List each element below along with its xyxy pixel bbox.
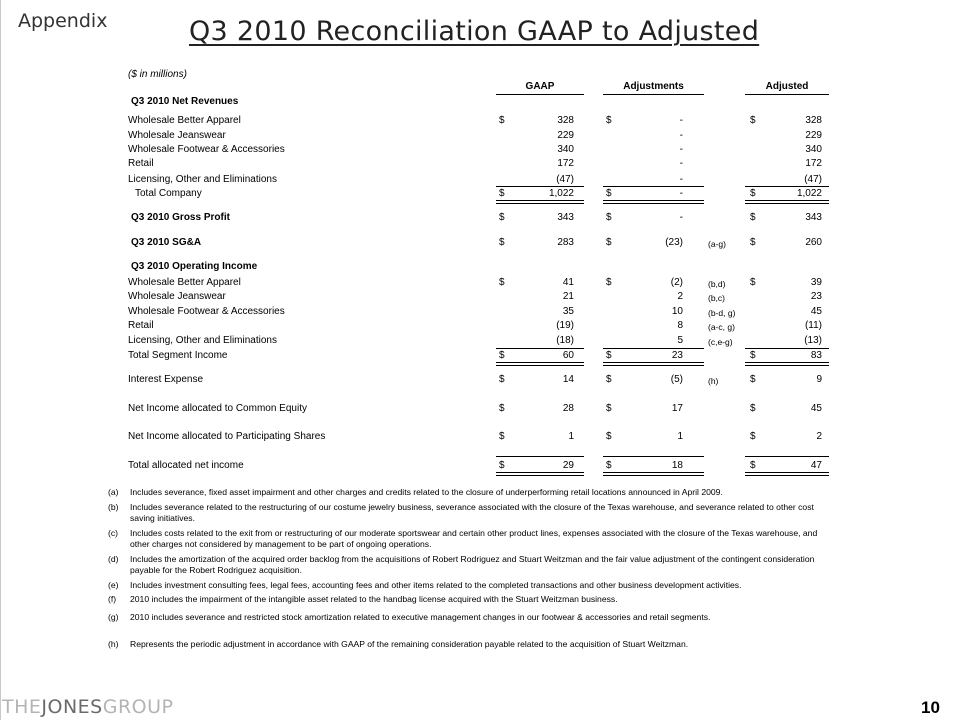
total-rule <box>603 456 704 457</box>
column-header-adjusted: Adjusted <box>745 81 829 95</box>
gaap-value: 60 <box>562 350 574 361</box>
adjustment-value: 23 <box>671 350 683 361</box>
company-logo <box>2 696 174 718</box>
footnote-label: (a) <box>108 487 119 497</box>
total-rule <box>496 348 584 349</box>
row-label-interest-expense: Interest Expense <box>128 374 204 385</box>
gaap-value: 41 <box>562 277 574 288</box>
row-label-net-income-common: Net Income allocated to Common Equity <box>128 403 307 414</box>
double-underline <box>745 200 829 204</box>
gaap-currency: $ <box>499 277 505 288</box>
row-label: Retail <box>128 320 154 331</box>
gaap-value: 343 <box>557 212 574 223</box>
gaap-currency: $ <box>499 237 505 248</box>
adjusted-currency: $ <box>750 460 756 471</box>
adjustment-value: 1 <box>677 431 683 442</box>
gaap-currency: $ <box>499 431 505 442</box>
adjusted-value: 172 <box>805 158 822 169</box>
footnote-h <box>108 639 828 651</box>
row-label: Total Segment Income <box>128 350 228 361</box>
adjusted-value: 45 <box>810 306 822 317</box>
adjustment-currency: $ <box>606 403 612 414</box>
adjustment-note: (a-c, g) <box>708 322 735 332</box>
gaap-value: (47) <box>556 174 574 185</box>
gaap-value: (18) <box>556 335 574 346</box>
footnote-text: Includes the amortization of the acquired order backlog from the acquisitions of Robert Rodriguez and Stuart Weitzman and the fair value adjustment of the contingent consideration payable for the Robert Rodriguez acquisition. <box>130 553 815 575</box>
adjustment-value: 10 <box>671 306 683 317</box>
adjusted-value: 340 <box>805 144 822 155</box>
double-underline <box>603 472 704 476</box>
adjustment-note: (b,c) <box>708 293 725 303</box>
row-label-gross-profit: Q3 2010 Gross Profit <box>131 212 230 223</box>
row-label-total-allocated: Total allocated net income <box>128 460 244 471</box>
footnote-g <box>108 612 828 624</box>
adjusted-currency: $ <box>750 403 756 414</box>
footnotes <box>108 487 828 654</box>
adjustment-value: (2) <box>670 277 683 288</box>
gaap-value: 340 <box>557 144 574 155</box>
footnote-label: (g) <box>108 611 119 622</box>
adjusted-value: (11) <box>804 320 822 331</box>
adjustment-note: (b,d) <box>708 279 726 289</box>
section-heading-net-revenues: Q3 2010 Net Revenues <box>131 96 239 107</box>
footnote-label: (e) <box>108 579 119 590</box>
double-underline <box>745 362 829 366</box>
adjustment-currency: $ <box>606 460 612 471</box>
footnote-e <box>108 580 828 592</box>
adjusted-value: 260 <box>805 237 822 248</box>
adjustment-value: - <box>679 158 683 169</box>
total-rule <box>496 186 584 187</box>
gaap-currency: $ <box>499 115 505 126</box>
gaap-value: 21 <box>562 291 574 302</box>
adjusted-currency: $ <box>750 188 756 199</box>
adjustment-note: (c,e-g) <box>708 337 733 347</box>
row-label: Retail <box>128 158 154 169</box>
gaap-value: 283 <box>557 237 574 248</box>
adjusted-currency: $ <box>750 237 756 248</box>
adjustment-note: (h) <box>708 376 719 386</box>
adjusted-value: (13) <box>804 335 822 346</box>
adjusted-value: 47 <box>810 460 822 471</box>
footnote-c <box>108 528 828 551</box>
section-label: Appendix <box>18 10 108 32</box>
adjusted-currency: $ <box>750 277 756 288</box>
adjustment-value: 18 <box>671 460 683 471</box>
adjusted-value: 229 <box>805 130 822 141</box>
footnote-text: Includes investment consulting fees, legal fees, accounting fees and other items related to the completed transactions and other business development activities. <box>130 579 742 590</box>
adjusted-value: 2 <box>816 431 822 442</box>
adjustment-note: (b-d, g) <box>708 308 736 318</box>
column-header-gaap: GAAP <box>496 81 584 95</box>
adjustment-value: 8 <box>677 320 683 331</box>
footnote-text: Represents the periodic adjustment in accordance with GAAP of the remaining consideration payable related to the acquisition of Stuart Weitzman. <box>130 639 689 649</box>
total-rule <box>603 348 704 349</box>
double-underline <box>496 200 584 204</box>
row-label: Wholesale Jeanswear <box>128 130 226 141</box>
footnote-label: (f) <box>108 594 117 604</box>
adjustment-currency: $ <box>606 374 612 385</box>
total-rule <box>603 186 704 187</box>
adjustment-value: 2 <box>677 291 683 302</box>
row-label: Licensing, Other and Eliminations <box>128 335 277 346</box>
adjustment-value: 17 <box>671 403 683 414</box>
adjusted-currency: $ <box>750 431 756 442</box>
adjustment-value: - <box>679 188 683 199</box>
row-label: Wholesale Better Apparel <box>128 277 241 288</box>
adjusted-value: 23 <box>810 291 822 302</box>
row-label-sga: Q3 2010 SG&A <box>131 237 202 248</box>
adjustment-value: - <box>679 115 683 126</box>
footnote-text: 2010 includes the impairment of the intangible asset related to the handbag license acquired with the Stuart Weitzman business. <box>130 594 618 604</box>
gaap-currency: $ <box>499 460 505 471</box>
footnote-label: (b) <box>108 501 119 512</box>
total-rule <box>745 348 829 349</box>
adjustment-currency: $ <box>606 115 612 126</box>
adjustment-value: - <box>679 212 683 223</box>
footnote-label: (d) <box>108 553 119 564</box>
page-title: Q3 2010 Reconciliation GAAP to Adjusted <box>189 16 760 47</box>
adjustment-value: - <box>679 144 683 155</box>
footnote-a <box>108 487 828 499</box>
logo-word-jones: JONES <box>41 696 103 718</box>
gaap-value: 35 <box>562 306 574 317</box>
adjusted-value: 9 <box>816 374 822 385</box>
row-label-net-income-participating: Net Income allocated to Participating Shares <box>128 431 326 442</box>
adjusted-value: 1,022 <box>796 188 822 199</box>
adjusted-currency: $ <box>750 374 756 385</box>
adjustment-value: 5 <box>677 335 683 346</box>
double-underline <box>745 472 829 476</box>
total-rule <box>745 186 829 187</box>
adjusted-value: 45 <box>810 403 822 414</box>
double-underline <box>603 200 704 204</box>
footnote-text: Includes severance related to the restructuring of our costume jewelry business, severance associated with the closure of the Texas warehouse, and severance related to other cost saving initiatives. <box>130 501 814 523</box>
gaap-value: 29 <box>562 460 574 471</box>
column-header-adjustments: Adjustments <box>603 81 704 95</box>
total-rule <box>496 456 584 457</box>
gaap-currency: $ <box>499 350 505 361</box>
adjustment-currency: $ <box>606 350 612 361</box>
gaap-currency: $ <box>499 212 505 223</box>
gaap-value: (19) <box>556 320 574 331</box>
row-label: Licensing, Other and Eliminations <box>128 174 277 185</box>
adjusted-value: 328 <box>805 115 822 126</box>
footnote-text: 2010 includes severance and restricted stock amortization related to executive management changes in our footwear & accessories and retail segments. <box>130 611 711 622</box>
row-label: Wholesale Footwear & Accessories <box>128 144 285 155</box>
total-rule <box>745 456 829 457</box>
adjusted-value: 343 <box>805 212 822 223</box>
double-underline <box>496 472 584 476</box>
gaap-value: 229 <box>557 130 574 141</box>
adjusted-value: (47) <box>804 174 822 185</box>
adjustment-currency: $ <box>606 431 612 442</box>
double-underline <box>603 362 704 366</box>
adjustment-value: - <box>679 130 683 141</box>
gaap-currency: $ <box>499 188 505 199</box>
footnote-f <box>108 594 828 606</box>
footnote-d <box>108 554 828 577</box>
gaap-value: 14 <box>562 374 574 385</box>
footnote-text: Includes severance, fixed asset impairment and other charges and credits related to the closure of underperforming retail locations announced in April 2009. <box>130 487 723 497</box>
gaap-currency: $ <box>499 374 505 385</box>
adjustment-value: - <box>679 174 683 185</box>
gaap-value: 1 <box>568 431 574 442</box>
units-note: ($ in millions) <box>128 69 187 80</box>
adjustment-note: (a-g) <box>708 239 726 249</box>
adjustment-value: (23) <box>665 237 683 248</box>
adjustment-value: (5) <box>670 374 683 385</box>
footnote-label: (h) <box>108 639 119 649</box>
footnote-label: (c) <box>108 527 119 538</box>
row-label: Wholesale Better Apparel <box>128 115 241 126</box>
row-label: Total Company <box>135 188 202 199</box>
section-heading-operating-income: Q3 2010 Operating Income <box>131 261 258 272</box>
logo-word-group: GROUP <box>102 696 174 718</box>
footnote-text: Includes costs related to the exit from or restructuring of our moderate sportswear and certain other product lines, expenses associated with the closure of the Texas warehouse, and other charges not considered by management to be part of ongoing operations. <box>130 527 818 549</box>
page-number: 10 <box>921 698 940 717</box>
adjustment-currency: $ <box>606 237 612 248</box>
gaap-currency: $ <box>499 403 505 414</box>
gaap-value: 328 <box>557 115 574 126</box>
adjustment-currency: $ <box>606 212 612 223</box>
adjustment-currency: $ <box>606 277 612 288</box>
gaap-value: 28 <box>562 403 574 414</box>
footnote-b <box>108 502 828 525</box>
adjusted-currency: $ <box>750 212 756 223</box>
adjusted-value: 83 <box>810 350 822 361</box>
row-label: Wholesale Jeanswear <box>128 291 226 302</box>
gaap-value: 172 <box>557 158 574 169</box>
gaap-value: 1,022 <box>548 188 574 199</box>
adjusted-currency: $ <box>750 350 756 361</box>
adjustment-currency: $ <box>606 188 612 199</box>
adjusted-currency: $ <box>750 115 756 126</box>
double-underline <box>496 362 584 366</box>
row-label: Wholesale Footwear & Accessories <box>128 306 285 317</box>
logo-word-the: THE <box>2 696 42 718</box>
adjusted-value: 39 <box>810 277 822 288</box>
